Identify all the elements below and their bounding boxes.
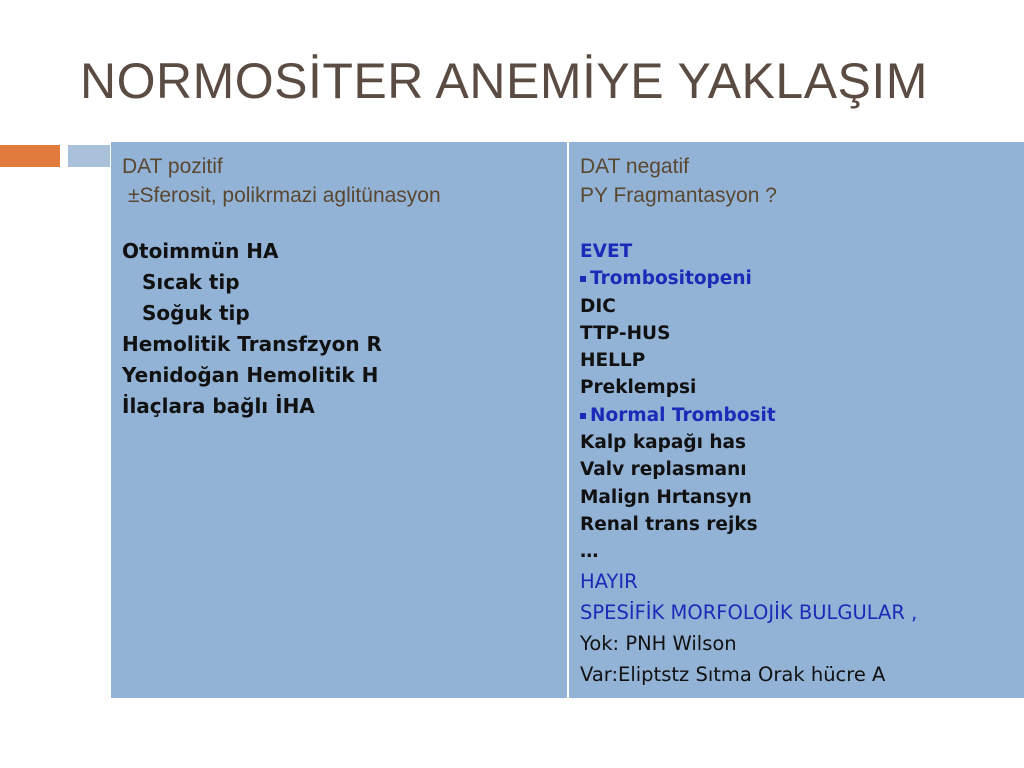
comparison-table — [111, 141, 1024, 698]
accent-bar-blue — [68, 145, 110, 167]
list-item: Malign Hrtansyn — [580, 486, 752, 508]
square-bullet-icon — [580, 276, 586, 282]
left-item: Hemolitik Transfzyon R — [122, 332, 382, 356]
left-item: Soğuk tip — [142, 301, 250, 325]
var-line: Var:Eliptstz Sıtma Orak hücre A — [580, 662, 886, 686]
right-header-1: DAT negatif — [580, 155, 689, 178]
left-item: Sıcak tip — [142, 270, 240, 294]
dat-positive-cell — [111, 142, 567, 698]
right-lower-list — [580, 566, 1024, 690]
list-item: … — [580, 541, 599, 563]
list-item: HELLP — [580, 350, 646, 372]
right-header-2: PY Fragmantasyon ? — [580, 184, 777, 207]
list-item: Valv replasmanı — [580, 459, 747, 481]
list-item: TTP-HUS — [580, 322, 671, 344]
bullet-item: Normal Trombosit — [580, 402, 1024, 429]
spesifik-label: SPESİFİK MORFOLOJİK BULGULAR , — [580, 600, 918, 624]
list-item: Renal trans rejks — [580, 513, 758, 535]
square-bullet-icon — [580, 413, 586, 419]
hayir-label: HAYIR — [580, 569, 638, 593]
list-item: Preklempsi — [580, 377, 697, 399]
bullet-item: Trombositopeni — [580, 265, 1024, 292]
left-item: Otoimmün HA — [122, 239, 279, 263]
page-title: NORMOSİTER ANEMİYE YAKLAŞIM — [80, 53, 928, 109]
accent-bar-orange — [0, 145, 60, 167]
left-header-1: DAT pozitif — [122, 155, 223, 178]
right-list — [580, 238, 1024, 566]
evet-label: EVET — [580, 241, 633, 262]
left-list — [122, 236, 567, 422]
left-item: Yenidoğan Hemolitik H — [122, 363, 379, 387]
left-item: İlaçlara bağlı İHA — [122, 394, 315, 418]
left-header-2: ±Sferosit, polikrmazi aglitünasyon — [128, 184, 441, 207]
yok-line: Yok: PNH Wilson — [580, 631, 737, 655]
dat-negative-cell — [569, 142, 1024, 698]
list-item: Kalp kapağı has — [580, 432, 747, 454]
list-item: DIC — [580, 295, 616, 317]
